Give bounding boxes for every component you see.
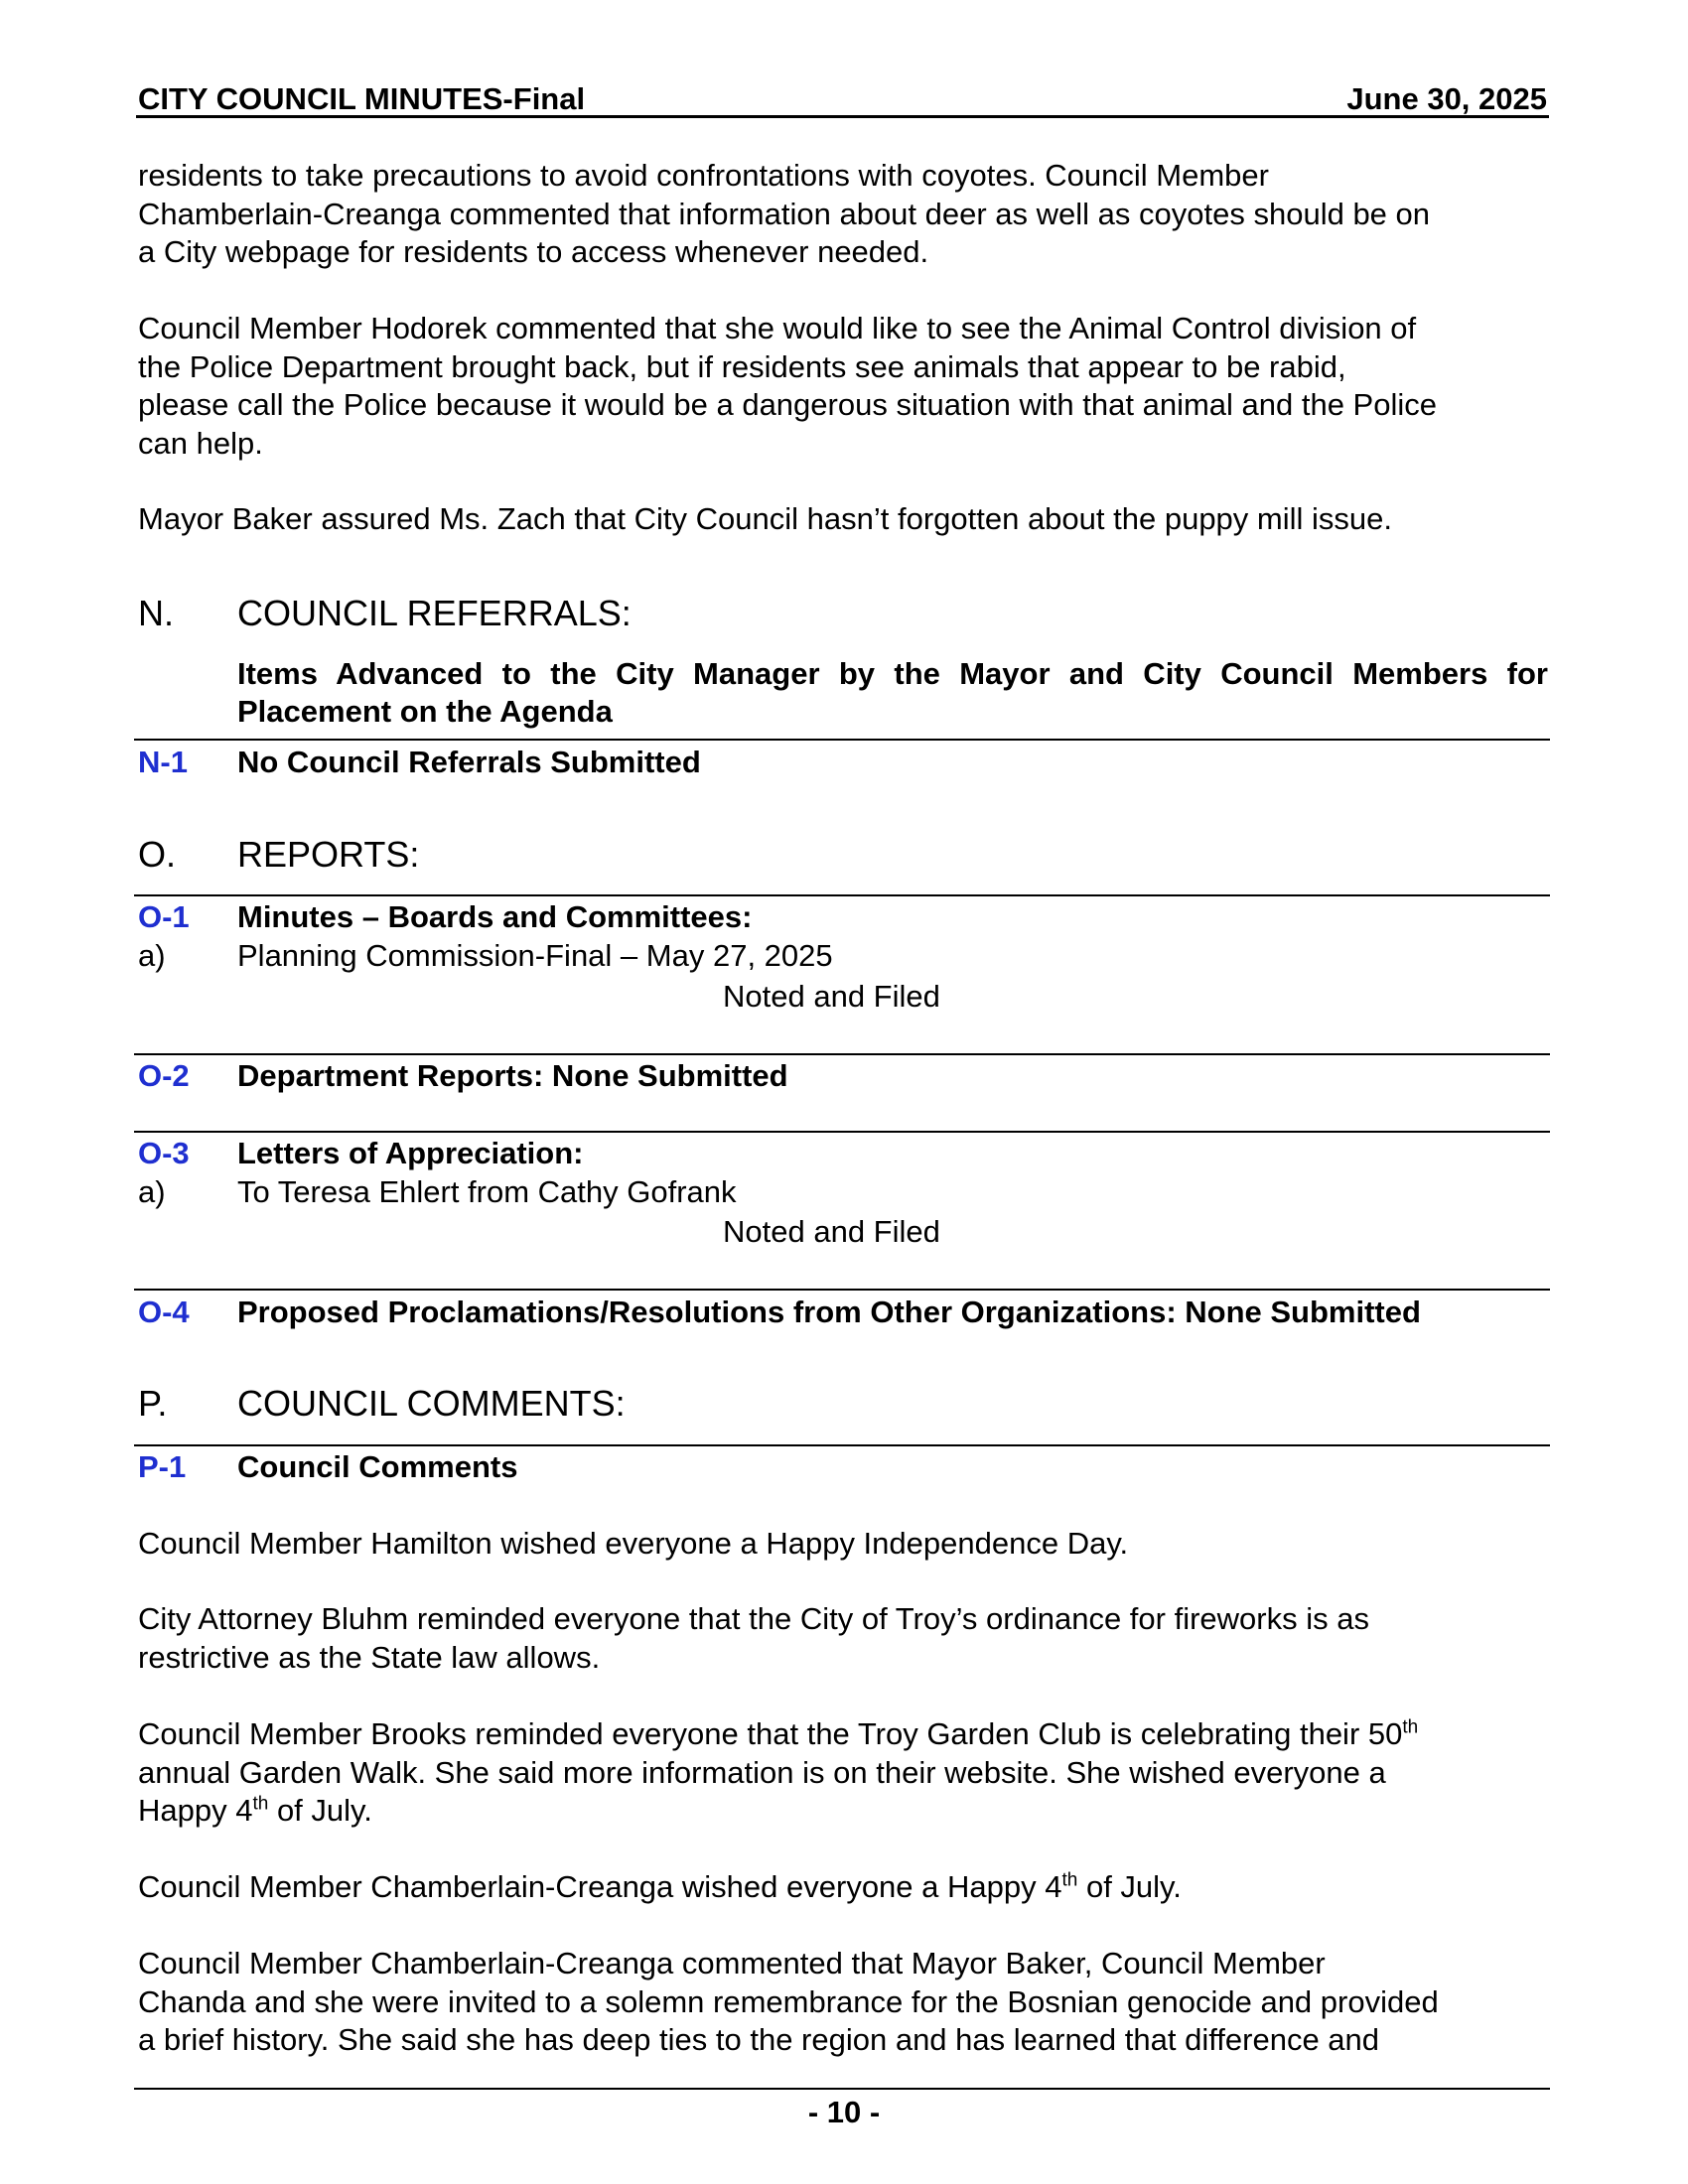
item-title: Letters of Appreciation: xyxy=(237,1136,584,1170)
comment-brooks xyxy=(138,1715,1558,1831)
comment-chamberlain-creanga-july xyxy=(138,1868,1558,1907)
text-line: Chamberlain-Creanga commented that information about deer as well as coyotes should be on xyxy=(138,196,1431,231)
section-letter: N. xyxy=(138,593,174,633)
text-line: Council Member Chamberlain-Creanga commented that Mayor Baker, Council Member xyxy=(138,1946,1326,1980)
section-title: REPORTS: xyxy=(237,834,420,875)
text-line: City Attorney Bluhm reminded everyone that the City of Troy’s ordinance for fireworks is as xyxy=(138,1601,1369,1636)
sub-item-letter: a) xyxy=(138,1174,166,1209)
divider xyxy=(134,1289,1550,1291)
item-number: O-3 xyxy=(138,1136,190,1170)
text-line: a brief history. She said she has deep ties to the region and has learned that difference and xyxy=(138,2022,1380,2057)
item-title: Council Comments xyxy=(237,1449,518,1484)
status-noted-filed: Noted and Filed xyxy=(723,979,940,1014)
sub-item-text: To Teresa Ehlert from Cathy Gofrank xyxy=(237,1174,737,1209)
text-line: a City webpage for residents to access whenever needed. xyxy=(138,234,929,269)
text-line: Council Member Brooks reminded everyone that the Troy Garden Club is celebrating their 50th xyxy=(138,1716,1419,1751)
header-date: June 30, 2025 xyxy=(1346,81,1547,116)
page-number: - 10 - xyxy=(807,2095,881,2129)
comment-bluhm xyxy=(138,1600,1558,1677)
item-number: O-4 xyxy=(138,1295,190,1329)
item-number: O-1 xyxy=(138,899,190,934)
item-number: O-2 xyxy=(138,1058,190,1093)
item-title: Minutes – Boards and Committees: xyxy=(237,899,753,934)
text-line: Happy 4th of July. xyxy=(138,1793,372,1828)
divider xyxy=(134,1131,1550,1133)
footer-divider xyxy=(134,2088,1550,2090)
paragraph-animal-control xyxy=(138,310,1558,463)
text-line: annual Garden Walk. She said more information is on their website. She wished everyone a xyxy=(138,1754,1386,1790)
text-line: Chanda and she were invited to a solemn remembrance for the Bosnian genocide and provided xyxy=(138,1983,1439,2019)
divider xyxy=(134,1053,1550,1055)
item-title: No Council Referrals Submitted xyxy=(237,745,701,779)
text-line: the Police Department brought back, but if residents see animals that appear to be rabid, xyxy=(138,348,1346,384)
item-title: Proposed Proclamations/Resolutions from Other Organizations: None Submitted xyxy=(237,1295,1421,1329)
comment-chamberlain-creanga-remembrance xyxy=(138,1945,1558,2060)
text-line: Council Member Hamilton wished everyone a Happy Independence Day. xyxy=(138,1526,1129,1561)
text-line: Council Member Chamberlain-Creanga wished everyone a Happy 4th of July. xyxy=(138,1869,1182,1904)
text-line: Council Member Hodorek commented that she would like to see the Animal Control division of xyxy=(138,311,1417,345)
text-line: residents to take precautions to avoid confrontations with coyotes. Council Member xyxy=(138,158,1269,193)
header-title: CITY COUNCIL MINUTES-Final xyxy=(138,81,586,116)
text-line: restrictive as the State law allows. xyxy=(138,1639,601,1675)
paragraph-coyotes xyxy=(138,157,1558,272)
item-number: P-1 xyxy=(138,1449,187,1484)
divider xyxy=(134,1444,1550,1446)
text-line: can help. xyxy=(138,425,263,461)
section-title: COUNCIL REFERRALS: xyxy=(237,593,632,633)
sub-item-letter: a) xyxy=(138,938,166,973)
text-line: Mayor Baker assured Ms. Zach that City Council hasn’t forgotten about the puppy mill issue. xyxy=(138,501,1392,536)
page-header xyxy=(136,77,1549,118)
item-number: N-1 xyxy=(138,745,188,779)
comment-hamilton xyxy=(138,1525,1558,1564)
item-title: Department Reports: None Submitted xyxy=(237,1058,788,1093)
section-subtitle: Items Advanced to the City Manager by the Mayor and City Council Members for Placement on the Agenda xyxy=(237,656,1548,729)
divider xyxy=(134,739,1550,741)
sub-item-text: Planning Commission-Final – May 27, 2025 xyxy=(237,938,833,973)
divider xyxy=(134,894,1550,896)
section-title: COUNCIL COMMENTS: xyxy=(237,1383,626,1424)
section-letter: P. xyxy=(138,1383,168,1424)
paragraph-puppy-mill xyxy=(138,500,1558,539)
text-line: please call the Police because it would be a dangerous situation with that animal and the Police xyxy=(138,387,1437,422)
section-letter: O. xyxy=(138,834,177,875)
status-noted-filed: Noted and Filed xyxy=(723,1214,940,1249)
